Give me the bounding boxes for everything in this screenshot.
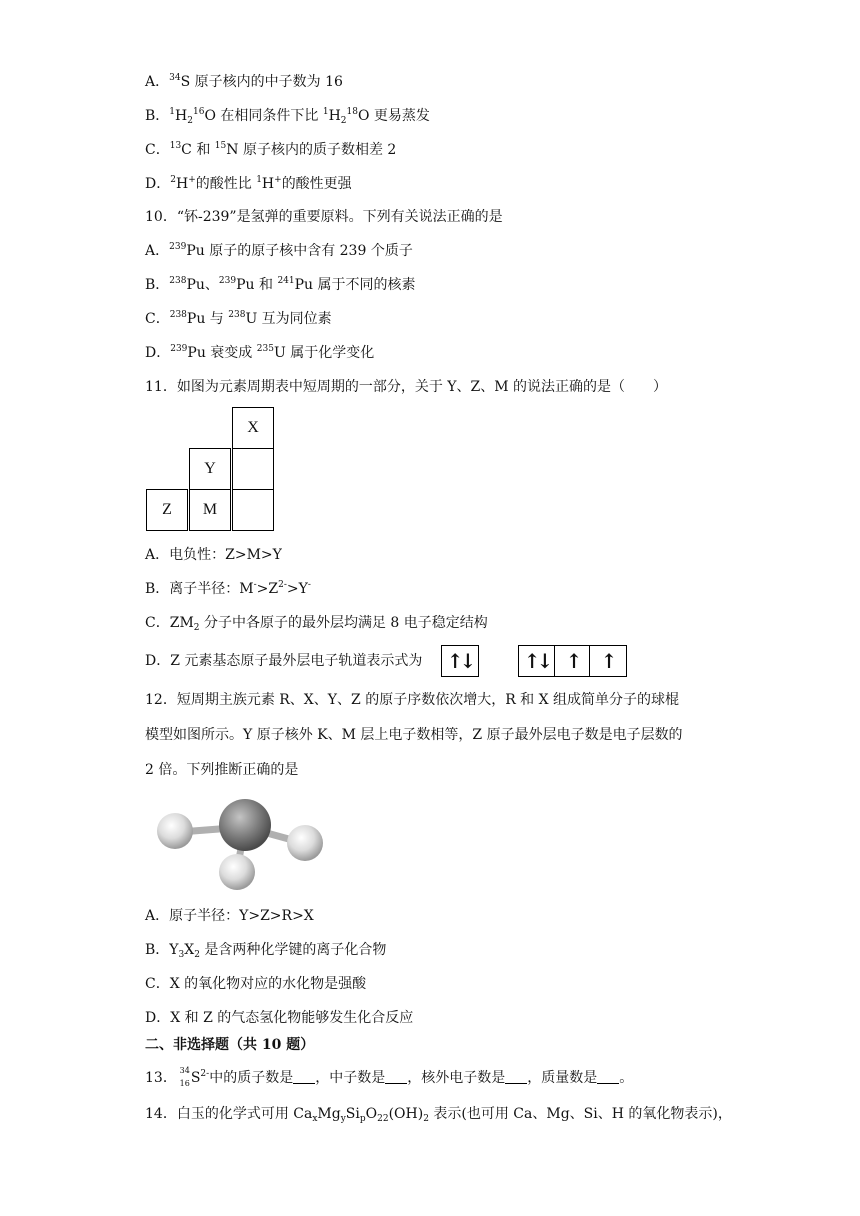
periodic-table-fragment — [146, 407, 276, 533]
blank-neutrons[interactable] — [385, 1069, 407, 1084]
orbital-s-box — [441, 645, 479, 677]
central-atom — [219, 799, 271, 851]
blank-protons[interactable] — [293, 1069, 315, 1084]
q10-option-c: C．$^{238}$Pu 与 $^{238}$U 互为同位素 — [145, 310, 332, 327]
q9-option-b: B．$^1H_2^{16}O$ 在相同条件下比 $^1H_2^{18}O$ 更易蒸发 — [145, 107, 430, 126]
q12-option-c: C．X 的氧化物对应的水化物是强酸 — [145, 976, 367, 992]
cell-empty-1 — [232, 448, 274, 490]
q11-option-b: B．离子半径：$M^->Z^{2-}>Y^-$ — [145, 580, 311, 597]
q11-option-c: C．$ZM_2$ 分子中各原子的最外层均满足 8 电子稳定结构 — [145, 615, 488, 633]
cell-x: X — [232, 407, 274, 449]
cell-z: Z — [146, 489, 188, 531]
q10-option-a: A．$^{239}$Pu 原子的原子核中含有 239 个质子 — [145, 242, 413, 259]
cell-empty-2 — [232, 489, 274, 531]
q12-stem-line-2: 模型如图所示。Y 原子核外 K、M 层上电子数相等，Z 原子最外层电子数是电子层数的 — [145, 727, 683, 743]
orbital-p1: ↑↓ — [523, 649, 550, 673]
orbital-s: ↑↓ — [446, 649, 473, 673]
q12-option-b: B．$Y_3X_2$ 是含两种化学键的离子化合物 — [145, 942, 387, 960]
q9-option-c: C．$^{13}$C 和 $^{15}$N 原子核内的质子数相差 2 — [145, 141, 397, 158]
cell-m: M — [189, 489, 231, 531]
q11-option-a: A．电负性：Z>M>Y — [145, 547, 282, 563]
q11-stem: 11．如图为元素周期表中短周期的一部分，关于 Y、Z、M 的说法正确的是（ ） — [145, 379, 668, 395]
q9-option-d: D．$^2$H+的酸性比 $^1$H+的酸性更强 — [145, 175, 352, 192]
ball-and-stick-model — [145, 790, 335, 900]
q10-option-b: B．$^{238}$Pu、$^{239}$Pu 和 $^{241}$Pu 属于不同的核素 — [145, 276, 416, 293]
orbital-p3: ↑ — [589, 646, 624, 676]
section-2-heading: 二、非选择题（共 10 题） — [145, 1037, 315, 1053]
cell-y: Y — [189, 448, 231, 490]
q10-option-d: D．$^{239}$Pu 衰变成 $^{235}$U 属于化学变化 — [145, 344, 375, 361]
q12-option-a: A．原子半径：Y>Z>R>X — [145, 908, 314, 924]
q13-stem: 13． 34 16 $S^{2-}$中的质子数是 ，中子数是 ，核外电子数是 ，质量数是 。 — [145, 1066, 634, 1088]
orbital-p-boxes — [518, 645, 627, 677]
q12-stem-line-3: 2 倍。下列推断正确的是 — [145, 762, 299, 778]
q14-stem: 14．白玉的化学式可用 $Ca_xMg_ySi_pO_{22}(OH)_2$ 表示(也可用 Ca、Mg、Si、H 的氧化物表示)， — [145, 1106, 732, 1124]
orbital-p2: ↑ — [554, 646, 589, 676]
q12-option-d: D．X 和 Z 的气态氢化物能够发生化合反应 — [145, 1010, 414, 1026]
h-atom-bottom — [219, 854, 255, 890]
q12-stem-line-1: 12．短周期主族元素 R、X、Y、Z 的原子序数依次增大，R 和 X 组成简单分子的球棍 — [145, 692, 680, 708]
q10-stem: 10．“钚-239”是氢弹的重要原料。下列有关说法正确的是 — [145, 209, 503, 225]
q9-option-a: A．$^{34}$S 原子核内的中子数为 16 — [145, 73, 343, 90]
blank-mass-number[interactable] — [597, 1069, 619, 1084]
q11-option-d: D．Z 元素基态原子最外层电子轨道表示式为 — [145, 653, 423, 669]
blank-electrons[interactable] — [505, 1069, 527, 1084]
nuclide-notation: 34 16 — [179, 1066, 190, 1088]
h-atom-right — [287, 825, 323, 861]
h-atom-left — [157, 813, 193, 849]
